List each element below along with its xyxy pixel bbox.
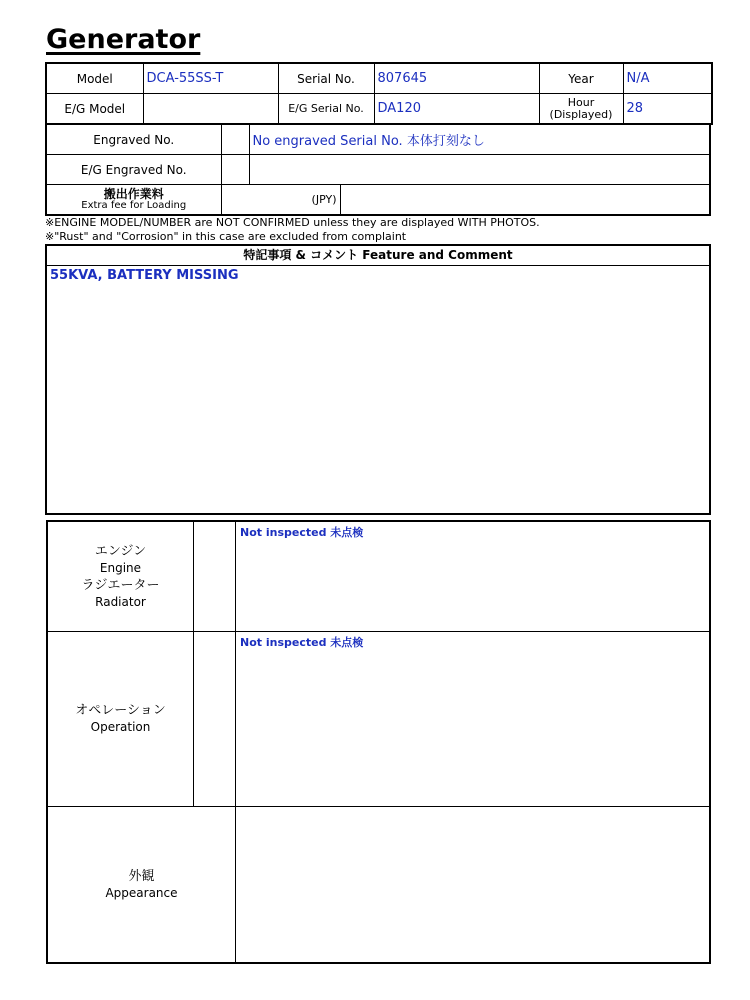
eg-model-value (143, 94, 278, 125)
inspection-box (46, 520, 711, 964)
model-value: DCA-55SS-T (143, 63, 278, 94)
inspection-row-operation (48, 632, 709, 807)
serial-value: 807645 (374, 63, 539, 94)
appearance-jp: 外観 (128, 868, 155, 884)
fee-label-cell (46, 185, 221, 216)
operation-jp: オペレーション (75, 703, 166, 718)
operation-check-cell (194, 632, 236, 806)
feature-header: 特記事項 & コメント Feature and Comment (47, 246, 709, 266)
engraved-table (45, 123, 711, 216)
note-rust: ※"Rust" and "Corrosion" in this case are excluded from complaint (45, 230, 407, 243)
operation-en: Operation (90, 720, 151, 734)
hour-value: 28 (623, 94, 712, 125)
model-label: Model (46, 63, 143, 94)
engine-category (48, 522, 194, 631)
fee-row (46, 185, 710, 216)
operation-category (48, 632, 194, 806)
year-label: Year (539, 63, 623, 94)
eg-engraved-row (46, 155, 710, 185)
eg-serial-value: DA120 (374, 94, 539, 125)
eg-serial-label: E/G Serial No. (278, 94, 374, 125)
fee-value-cell (340, 185, 710, 216)
engine-status: Not inspected 未点検 (240, 526, 364, 539)
info-row-eg (46, 94, 712, 125)
radiator-jp: ラジエーター (81, 577, 160, 593)
feature-comment-box (45, 244, 711, 515)
hour-sublabel: (Displayed) (549, 107, 613, 121)
fee-label-en: Extra fee for Loading (81, 199, 187, 211)
eg-engraved-check-cell (221, 155, 249, 185)
engraved-row (46, 124, 710, 155)
info-table (45, 62, 713, 125)
fee-currency: (JPY) (221, 185, 340, 216)
year-value: N/A (623, 63, 712, 94)
appearance-category (48, 807, 236, 962)
operation-status: Not inspected 未点検 (240, 636, 364, 649)
engraved-value: No engraved Serial No. 本体打刻なし (249, 124, 710, 155)
engraved-check-cell (221, 124, 249, 155)
notes (45, 216, 540, 244)
page-title: Generator (46, 24, 201, 55)
engine-check-cell (194, 522, 236, 631)
inspection-row-appearance (48, 807, 709, 962)
appearance-en: Appearance (105, 885, 178, 900)
serial-label: Serial No. (278, 63, 374, 94)
inspection-row-engine (48, 522, 709, 632)
engine-jp: エンジン (94, 543, 147, 559)
info-row-model (46, 63, 712, 94)
feature-body: 55KVA, BATTERY MISSING (50, 268, 239, 283)
eg-engraved-label: E/G Engraved No. (46, 155, 221, 185)
engraved-label: Engraved No. (46, 124, 221, 155)
hour-label-cell (539, 94, 623, 125)
engine-en: Engine (99, 560, 142, 575)
fee-label-jp: 搬出作業料 (103, 186, 164, 201)
eg-model-label: E/G Model (46, 94, 143, 125)
eg-engraved-value-cell (249, 155, 710, 185)
radiator-en: Radiator (95, 594, 146, 609)
hour-label: Hour (567, 95, 595, 109)
note-engine: ※ENGINE MODEL/NUMBER are NOT CONFIRMED unless they are displayed WITH PHOTOS. (45, 216, 540, 229)
